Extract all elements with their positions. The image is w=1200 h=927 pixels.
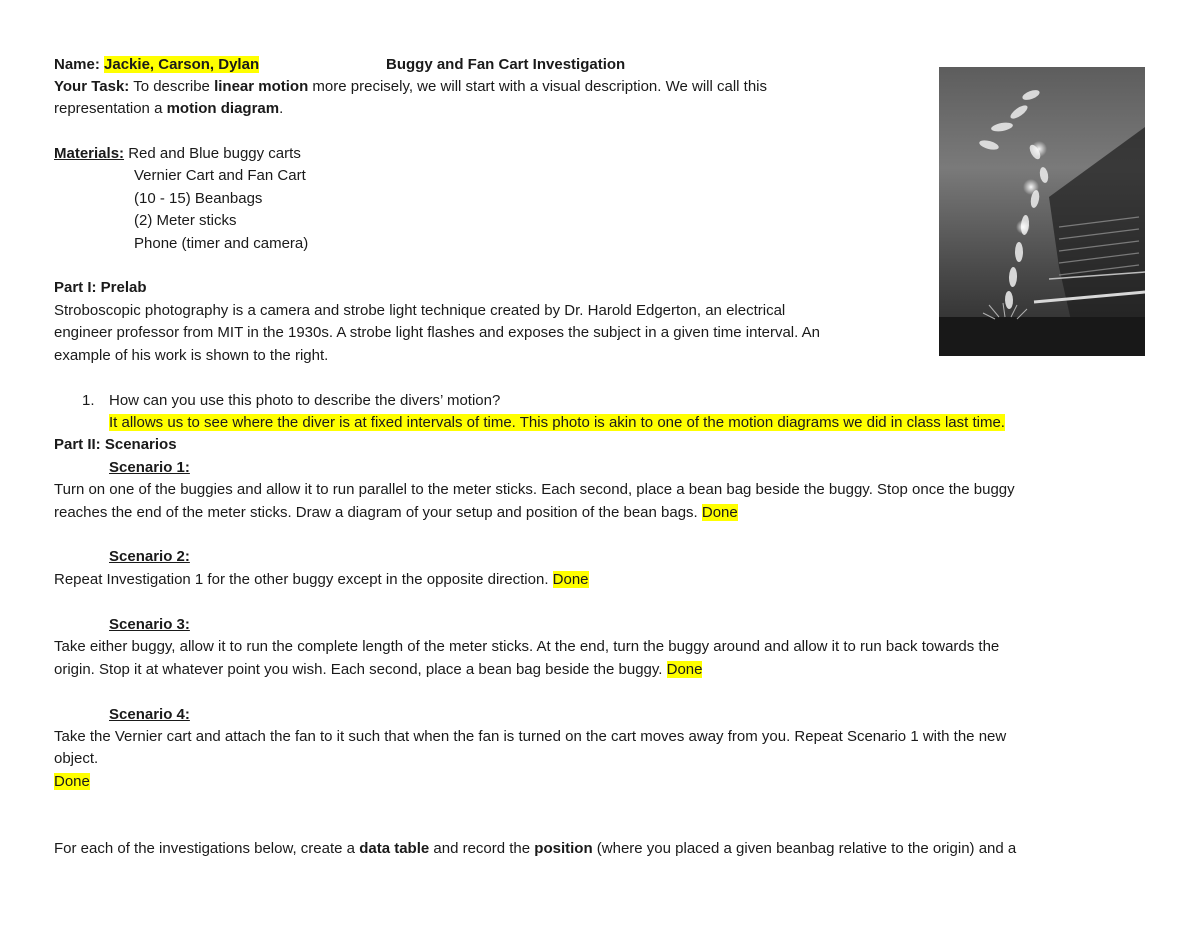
question-number: 1. <box>82 392 95 409</box>
scenario-1-text: Turn on one of the buggies and allow it to run parallel to the meter sticks. Each second, place a bean bag beside the buggy. Stop once the buggy <box>54 481 1015 498</box>
name-line <box>54 54 259 76</box>
question-text: How can you use this photo to describe the divers’ motion? <box>109 392 501 409</box>
task-text: more precisely, we will start with a visual description. We will call this <box>308 78 768 95</box>
scenario-1-text <box>54 502 738 524</box>
scenario-4-done-line <box>54 771 90 793</box>
task-line-2 <box>54 98 283 120</box>
strobe-diver-photo <box>939 67 1145 356</box>
task-text: . <box>279 100 284 117</box>
done-marker: Done <box>552 571 589 588</box>
materials-item: (10 - 15) Beanbags <box>134 190 263 207</box>
footer-text: (where you placed a given beanbag relative to the origin) and a <box>592 840 1017 857</box>
task-bold-term: motion diagram <box>166 100 280 117</box>
materials-item: (2) Meter sticks <box>134 212 237 229</box>
scenario-2-text <box>54 569 589 591</box>
investigation-instructions <box>54 838 1016 860</box>
materials-item: Red and Blue buggy carts <box>128 145 301 162</box>
name-label: Name: <box>54 56 100 73</box>
part1-paragraph-line: example of his work is shown to the right. <box>54 347 329 364</box>
part1-heading: Part I: Prelab <box>54 279 147 296</box>
scenario-4-text: Take the Vernier cart and attach the fan to it such that when the fan is turned on the cart moves away from you. Repeat Scenario 1 with the new <box>54 728 1007 745</box>
materials-label: Materials: <box>54 145 125 162</box>
part2-heading: Part II: Scenarios <box>54 436 177 453</box>
materials-line <box>54 143 301 165</box>
materials-item: Phone (timer and camera) <box>134 235 309 252</box>
task-bold-term: linear motion <box>214 78 309 95</box>
name-value: Jackie, Carson, Dylan <box>104 56 260 73</box>
scenario-1-title: Scenario 1: <box>109 459 190 476</box>
task-text: representation a <box>54 100 167 117</box>
scenario-2-text-part: Repeat Investigation 1 for the other buggy except in the opposite direction. <box>54 571 553 588</box>
scenario-4-text: object. <box>54 750 99 767</box>
task-line-1 <box>54 76 767 98</box>
done-marker: Done <box>54 773 90 790</box>
part1-paragraph-line: engineer professor from MIT in the 1930s. A strobe light flashes and exposes the subject in a given time interval. An <box>54 324 820 341</box>
task-text: To describe <box>129 78 215 95</box>
done-marker: Done <box>666 661 703 678</box>
part1-paragraph-line: Stroboscopic photography is a camera and strobe light technique created by Dr. Harold Edgerton, an electrical <box>54 302 786 319</box>
footer-text: and record the <box>429 840 535 857</box>
scenario-1-text-part: reaches the end of the meter sticks. Draw a diagram of your setup and position of the bean bags. <box>54 504 702 521</box>
diver-photo-illustration <box>939 67 1145 356</box>
scenario-4-title: Scenario 4: <box>109 706 190 723</box>
scenario-3-text: Take either buggy, allow it to run the complete length of the meter sticks. At the end, turn the buggy around and allow it to run back towards the <box>54 638 1000 655</box>
done-marker: Done <box>701 504 738 521</box>
footer-text: For each of the investigations below, create a <box>54 840 360 857</box>
scenario-3-title: Scenario 3: <box>109 616 190 633</box>
footer-bold-term: data table <box>359 840 430 857</box>
task-label: Your Task: <box>54 78 130 95</box>
answer-line <box>109 412 1005 434</box>
scenario-3-text-part: origin. Stop it at whatever point you wish. Each second, place a bean bag beside the buggy. <box>54 661 667 678</box>
scenario-2-title: Scenario 2: <box>109 548 190 565</box>
footer-bold-term: position <box>534 840 593 857</box>
answer-text: It allows us to see where the diver is at fixed intervals of time. This photo is akin to one of the motion diagrams we did in class last time. <box>109 414 1005 431</box>
scenario-3-text <box>54 659 702 681</box>
page-title: Buggy and Fan Cart Investigation <box>386 56 626 73</box>
materials-item: Vernier Cart and Fan Cart <box>134 167 306 184</box>
